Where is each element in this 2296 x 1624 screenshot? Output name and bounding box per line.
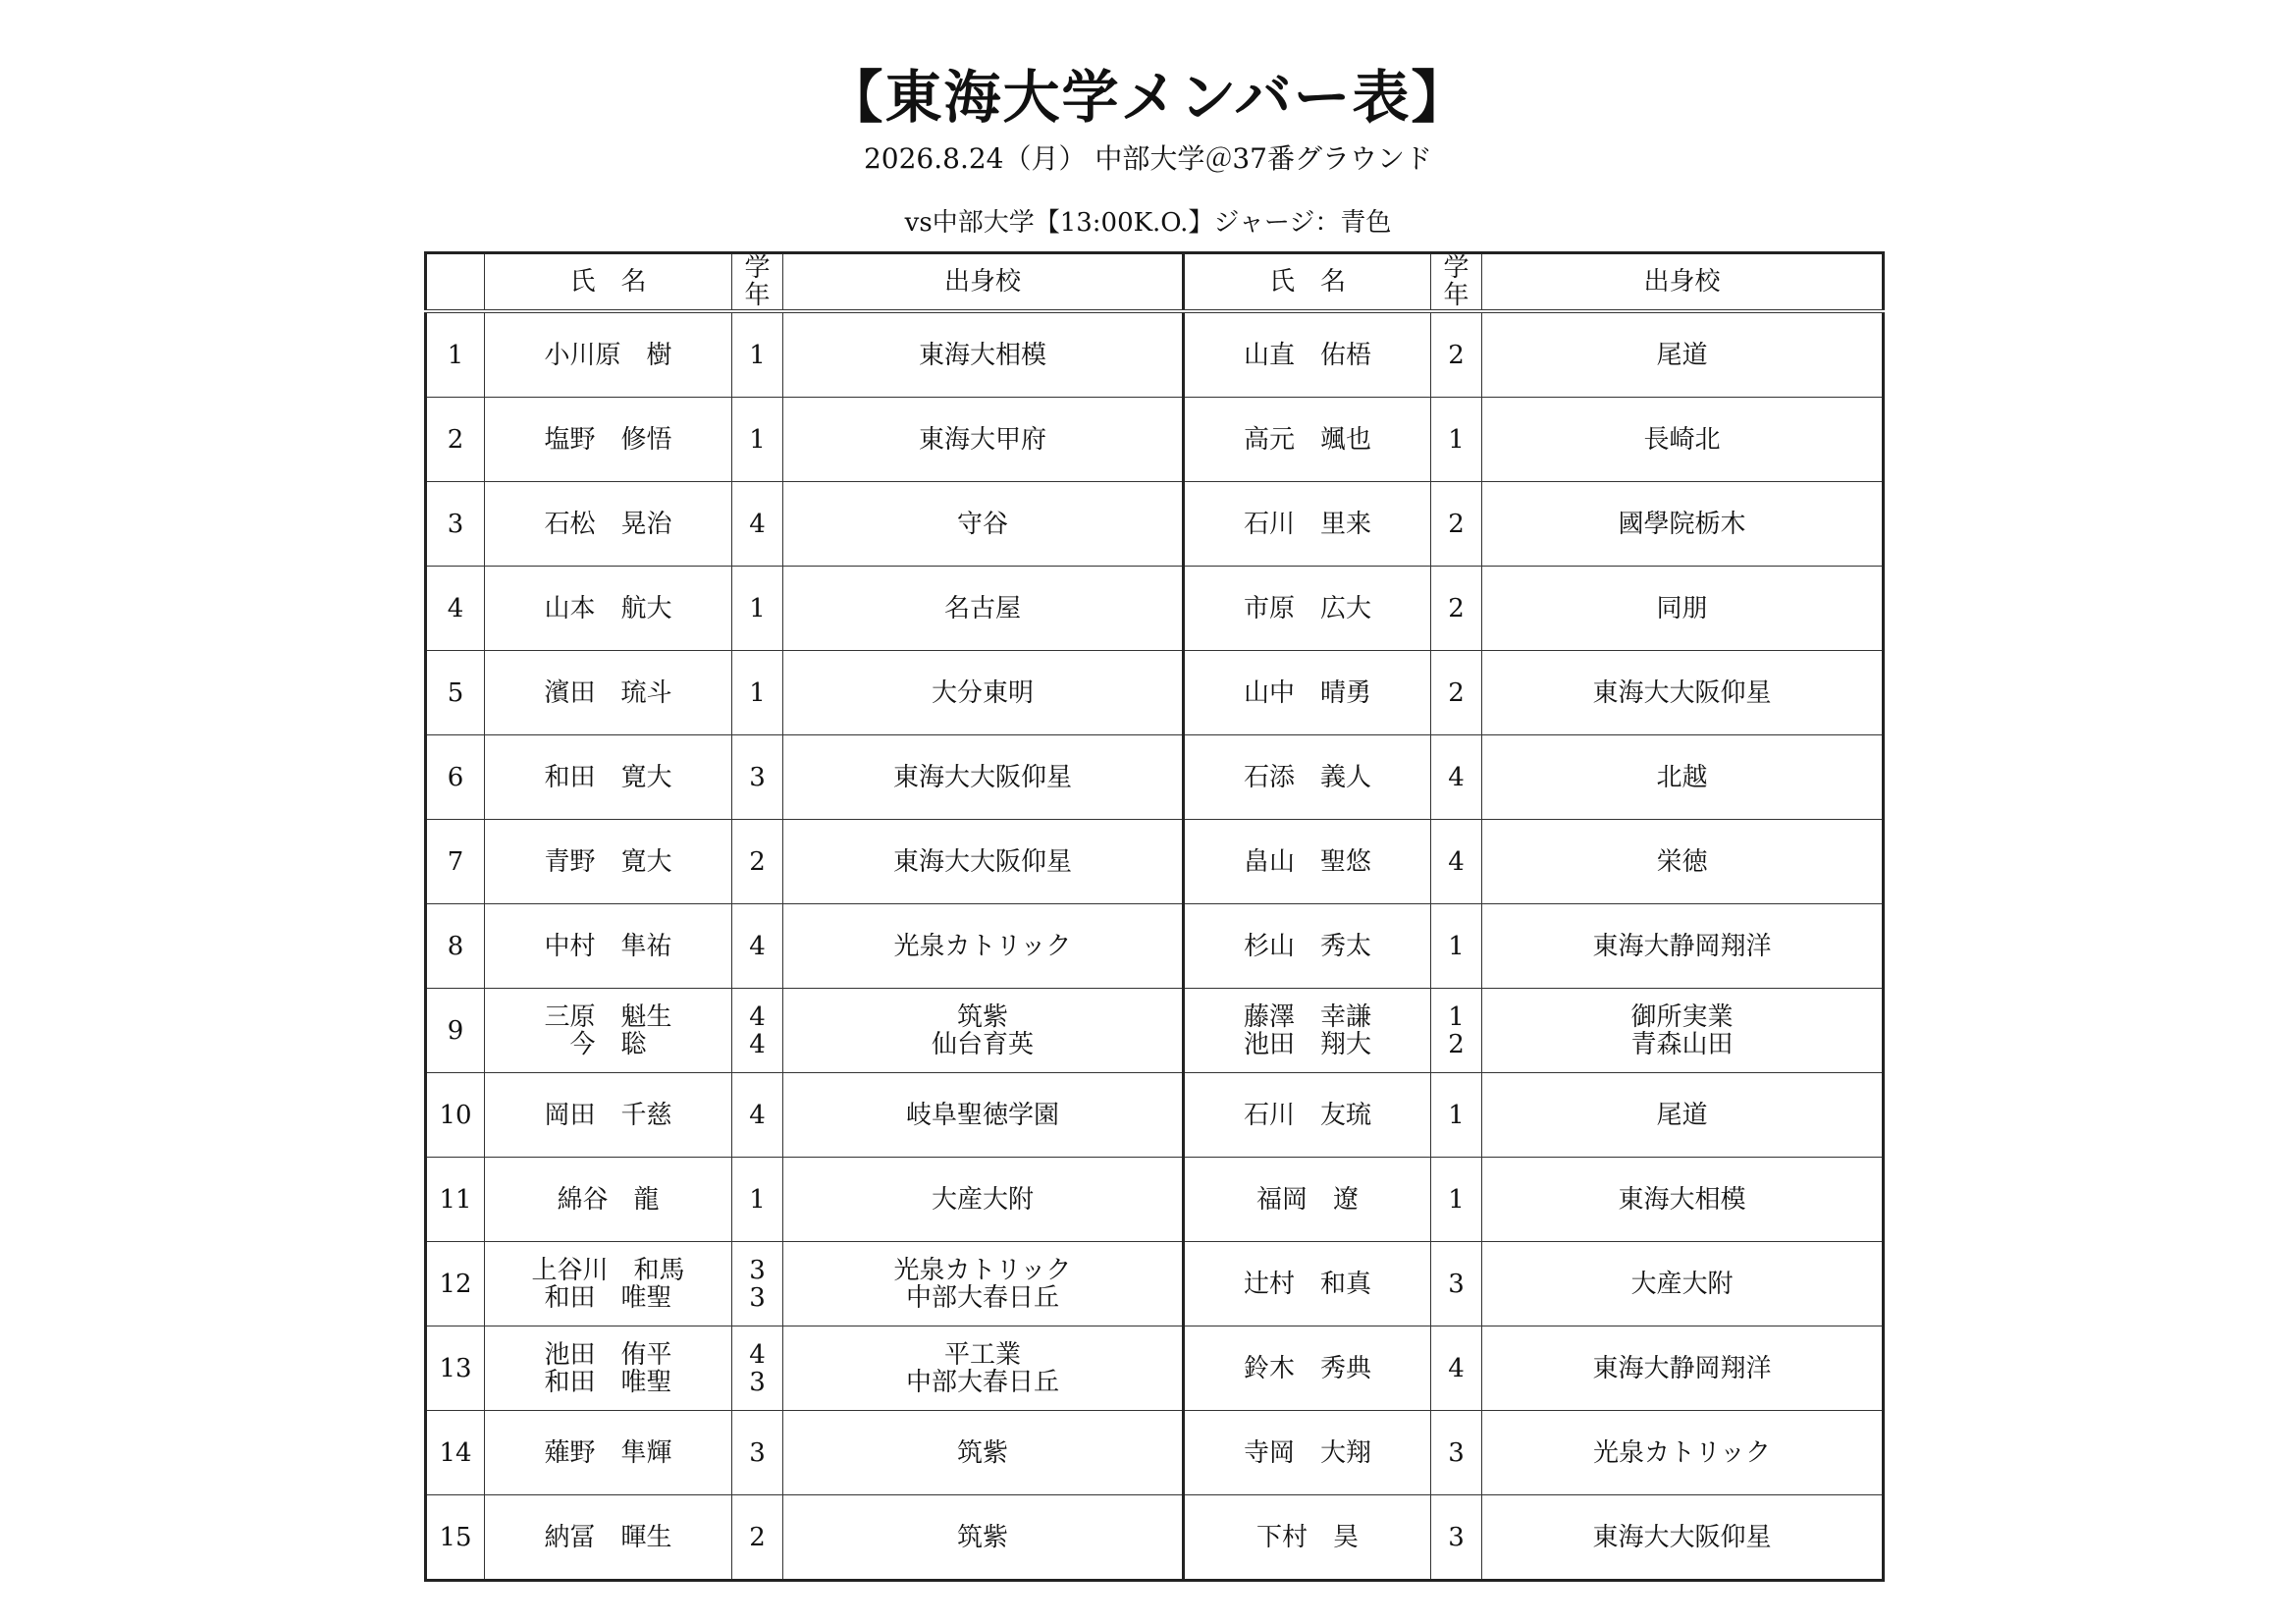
- row-number: 15: [426, 1495, 485, 1581]
- row-number: 8: [426, 904, 485, 989]
- player-name: 寺岡 大翔: [1243, 1437, 1371, 1468]
- player-school: 中部大春日丘: [905, 1282, 1059, 1313]
- player-name: 石川 友琉: [1243, 1100, 1371, 1130]
- player-name-cell-right: [1184, 398, 1431, 482]
- player-school-cell-left: [783, 735, 1184, 820]
- player-grade: 4: [749, 1029, 766, 1059]
- player-school-cell-left: [783, 482, 1184, 567]
- player-school-cell-right: [1482, 1495, 1884, 1581]
- player-school-cell-left: [783, 904, 1184, 989]
- player-school: 栄徳: [1656, 846, 1708, 877]
- player-school: 東海大静岡翔洋: [1592, 931, 1772, 961]
- player-name: 山直 佑梧: [1243, 340, 1371, 370]
- player-school: 筑紫: [956, 1001, 1008, 1032]
- player-grade: 4: [1448, 846, 1465, 877]
- table-row: [426, 1326, 1884, 1411]
- player-grade-cell-left: [732, 311, 783, 398]
- player-school-cell-right: [1482, 735, 1884, 820]
- player-grade-cell-left: [732, 1326, 783, 1411]
- player-school: 岐阜聖徳学園: [905, 1100, 1059, 1130]
- player-name-cell-left: [485, 904, 732, 989]
- player-grade: 4: [749, 1100, 766, 1130]
- player-school-cell-right: [1482, 398, 1884, 482]
- player-grade: 2: [1448, 509, 1465, 539]
- player-name: 和田 寛大: [544, 762, 672, 792]
- player-name-cell-right: [1184, 1242, 1431, 1326]
- player-school: 筑紫: [956, 1522, 1008, 1552]
- player-grade: 1: [749, 677, 766, 708]
- player-name-cell-right: [1184, 1326, 1431, 1411]
- player-name-cell-left: [485, 1411, 732, 1495]
- player-grade-cell-right: [1431, 989, 1482, 1073]
- table-row: [426, 820, 1884, 904]
- player-school: 東海大大阪仰星: [892, 762, 1072, 792]
- player-school: 筑紫: [956, 1437, 1008, 1468]
- player-school: 尾道: [1656, 1100, 1708, 1130]
- player-name: 和田 唯聖: [544, 1282, 672, 1313]
- player-school-cell-right: [1482, 904, 1884, 989]
- player-name-cell-left: [485, 398, 732, 482]
- player-grade: 3: [749, 1282, 766, 1313]
- player-school: 平工業: [943, 1339, 1021, 1370]
- player-grade-cell-left: [732, 651, 783, 735]
- player-school-cell-right: [1482, 482, 1884, 567]
- member-table: [424, 251, 1885, 1582]
- player-name-cell-right: [1184, 651, 1431, 735]
- player-grade: 2: [1448, 340, 1465, 370]
- player-school: 大分東明: [931, 677, 1034, 708]
- player-grade: 4: [1448, 762, 1465, 792]
- player-school: 東海大大阪仰星: [1592, 677, 1772, 708]
- player-name-cell-right: [1184, 989, 1431, 1073]
- player-grade: 1: [749, 593, 766, 623]
- player-grade: 3: [749, 1367, 766, 1397]
- table-row: [426, 1495, 1884, 1581]
- header-grade-right: 学年: [1431, 253, 1482, 312]
- player-name-cell-right: [1184, 820, 1431, 904]
- player-name: 山本 航大: [544, 593, 672, 623]
- player-school-cell-right: [1482, 311, 1884, 398]
- header-name-right: 氏 名: [1184, 253, 1431, 312]
- header-name-left: 氏 名: [485, 253, 732, 312]
- player-school: 御所実業: [1630, 1001, 1734, 1032]
- player-name: 辻村 和真: [1243, 1269, 1371, 1299]
- player-school-cell-right: [1482, 1158, 1884, 1242]
- player-name: 上谷川 和馬: [531, 1255, 685, 1285]
- player-name: 高元 颯也: [1243, 424, 1371, 455]
- row-number: 2: [426, 398, 485, 482]
- player-grade-cell-right: [1431, 735, 1482, 820]
- player-grade-cell-right: [1431, 1242, 1482, 1326]
- table-row: [426, 1242, 1884, 1326]
- player-grade-cell-right: [1431, 398, 1482, 482]
- header-school-right: 出身校: [1482, 253, 1884, 312]
- player-name: 池田 翔大: [1243, 1029, 1371, 1059]
- player-school: 守谷: [956, 509, 1008, 539]
- player-name: 石川 里来: [1243, 509, 1371, 539]
- header-number: [426, 253, 485, 312]
- player-school-cell-left: [783, 1073, 1184, 1158]
- player-name-cell-right: [1184, 1158, 1431, 1242]
- player-school-cell-left: [783, 1158, 1184, 1242]
- player-school-cell-left: [783, 567, 1184, 651]
- player-school-cell-right: [1482, 651, 1884, 735]
- player-school-cell-right: [1482, 989, 1884, 1073]
- player-name-cell-left: [485, 735, 732, 820]
- player-name: 藤澤 幸謙: [1243, 1001, 1371, 1032]
- player-name-cell-left: [485, 1073, 732, 1158]
- player-school: 東海大相模: [918, 340, 1046, 370]
- table-row: [426, 989, 1884, 1073]
- player-name-cell-right: [1184, 904, 1431, 989]
- player-name: 薙野 隼輝: [544, 1437, 672, 1468]
- player-grade: 1: [749, 1184, 766, 1215]
- player-name-cell-right: [1184, 311, 1431, 398]
- player-name: 今 聡: [569, 1029, 647, 1059]
- player-school-cell-right: [1482, 1242, 1884, 1326]
- player-school: 北越: [1656, 762, 1708, 792]
- player-school: 中部大春日丘: [905, 1367, 1059, 1397]
- player-school-cell-right: [1482, 1411, 1884, 1495]
- player-name: 石松 晃治: [544, 509, 672, 539]
- player-grade-cell-right: [1431, 1158, 1482, 1242]
- player-grade-cell-right: [1431, 482, 1482, 567]
- player-grade-cell-right: [1431, 567, 1482, 651]
- table-row: [426, 398, 1884, 482]
- player-school-cell-right: [1482, 1326, 1884, 1411]
- player-grade-cell-right: [1431, 1495, 1482, 1581]
- player-grade-cell-right: [1431, 311, 1482, 398]
- player-name-cell-right: [1184, 482, 1431, 567]
- player-grade: 3: [1448, 1269, 1465, 1299]
- player-school: 名古屋: [943, 593, 1021, 623]
- player-name-cell-left: [485, 567, 732, 651]
- player-grade-cell-right: [1431, 904, 1482, 989]
- player-school: 國學院栃木: [1618, 509, 1746, 539]
- player-school: 東海大相模: [1618, 1184, 1746, 1215]
- table-row: [426, 651, 1884, 735]
- player-school: 大産大附: [931, 1184, 1034, 1215]
- player-grade-cell-right: [1431, 651, 1482, 735]
- player-school-cell-left: [783, 1495, 1184, 1581]
- row-number: 5: [426, 651, 485, 735]
- player-name-cell-left: [485, 482, 732, 567]
- player-grade-cell-left: [732, 1411, 783, 1495]
- player-grade: 3: [749, 1437, 766, 1468]
- player-grade: 1: [1448, 1001, 1465, 1032]
- player-name: 山中 晴勇: [1243, 677, 1371, 708]
- player-school: 光泉カトリック: [1593, 1437, 1771, 1468]
- player-name-cell-left: [485, 651, 732, 735]
- player-grade: 3: [749, 762, 766, 792]
- player-grade: 2: [749, 1522, 766, 1552]
- player-school-cell-left: [783, 398, 1184, 482]
- table-row: [426, 1073, 1884, 1158]
- player-name: 下村 昊: [1255, 1522, 1359, 1552]
- document-title: 【東海大学メンバー表】: [826, 64, 1470, 131]
- player-school-cell-right: [1482, 1073, 1884, 1158]
- player-school-cell-left: [783, 311, 1184, 398]
- player-grade: 1: [1448, 1100, 1465, 1130]
- player-grade: 4: [749, 931, 766, 961]
- player-grade: 4: [749, 509, 766, 539]
- player-name: 畠山 聖悠: [1243, 846, 1371, 877]
- row-number: 10: [426, 1073, 485, 1158]
- player-grade-cell-right: [1431, 1326, 1482, 1411]
- player-grade-cell-left: [732, 398, 783, 482]
- player-school: 東海大甲府: [918, 424, 1046, 455]
- player-name-cell-left: [485, 311, 732, 398]
- header-grade-left: 学年: [732, 253, 783, 312]
- player-grade: 2: [1448, 593, 1465, 623]
- row-number: 11: [426, 1158, 485, 1242]
- row-number: 1: [426, 311, 485, 398]
- row-number: 14: [426, 1411, 485, 1495]
- match-date-venue: 2026.8.24（月） 中部大学＠37番グラウンド: [863, 142, 1433, 175]
- player-school-cell-left: [783, 1326, 1184, 1411]
- player-grade: 3: [1448, 1437, 1465, 1468]
- player-grade: 4: [1448, 1353, 1465, 1383]
- player-school-cell-left: [783, 651, 1184, 735]
- player-school: 東海大静岡翔洋: [1592, 1353, 1772, 1383]
- player-name-cell-left: [485, 989, 732, 1073]
- player-grade: 3: [1448, 1522, 1465, 1552]
- player-name-cell-left: [485, 1158, 732, 1242]
- player-grade-cell-right: [1431, 1073, 1482, 1158]
- player-name-cell-left: [485, 1326, 732, 1411]
- player-grade-cell-left: [732, 482, 783, 567]
- player-name-cell-left: [485, 820, 732, 904]
- player-grade: 1: [1448, 931, 1465, 961]
- header-school-left: 出身校: [783, 253, 1184, 312]
- player-name: 福岡 遼: [1255, 1184, 1359, 1215]
- table-row: [426, 482, 1884, 567]
- player-school: 仙台育英: [931, 1029, 1034, 1059]
- player-grade-cell-right: [1431, 820, 1482, 904]
- player-school: 光泉カトリック: [893, 1255, 1072, 1285]
- player-grade-cell-left: [732, 1242, 783, 1326]
- player-grade: 1: [749, 340, 766, 370]
- player-grade: 4: [749, 1339, 766, 1370]
- row-number: 13: [426, 1326, 485, 1411]
- row-number: 3: [426, 482, 485, 567]
- player-grade-cell-left: [732, 904, 783, 989]
- player-name-cell-left: [485, 1242, 732, 1326]
- table-row: [426, 311, 1884, 398]
- player-school: 光泉カトリック: [893, 931, 1072, 961]
- table-body: [426, 311, 1884, 1581]
- player-school-cell-right: [1482, 567, 1884, 651]
- player-grade: 4: [749, 1001, 766, 1032]
- player-grade-cell-left: [732, 989, 783, 1073]
- player-school: 尾道: [1656, 340, 1708, 370]
- player-name-cell-right: [1184, 1495, 1431, 1581]
- table-row: [426, 904, 1884, 989]
- player-name-cell-right: [1184, 1411, 1431, 1495]
- player-school: 東海大大阪仰星: [892, 846, 1072, 877]
- player-school-cell-left: [783, 989, 1184, 1073]
- player-school-cell-left: [783, 820, 1184, 904]
- row-number: 7: [426, 820, 485, 904]
- player-name: 中村 隼祐: [544, 931, 672, 961]
- player-name: 市原 広大: [1243, 593, 1371, 623]
- player-name: 小川原 樹: [544, 340, 672, 370]
- row-number: 9: [426, 989, 485, 1073]
- player-name-cell-right: [1184, 735, 1431, 820]
- player-grade-cell-left: [732, 1073, 783, 1158]
- player-name-cell-right: [1184, 567, 1431, 651]
- player-grade-cell-right: [1431, 1411, 1482, 1495]
- player-grade: 2: [1448, 1029, 1465, 1059]
- player-school-cell-left: [783, 1242, 1184, 1326]
- player-school: 同朋: [1656, 593, 1708, 623]
- match-details: vs中部大学【13:00K.O.】ジャージ：青色: [904, 208, 1392, 238]
- table-row: [426, 735, 1884, 820]
- player-name: 石添 義人: [1243, 762, 1371, 792]
- player-name: 鈴木 秀典: [1243, 1353, 1371, 1383]
- player-name: 和田 唯聖: [544, 1367, 672, 1397]
- table-header-row: [426, 253, 1884, 312]
- player-name: 杉山 秀太: [1243, 931, 1371, 961]
- player-grade-cell-left: [732, 1158, 783, 1242]
- table-row: [426, 1411, 1884, 1495]
- player-grade: 2: [1448, 677, 1465, 708]
- player-school: 長崎北: [1643, 424, 1721, 455]
- player-grade: 3: [749, 1255, 766, 1285]
- player-grade-cell-left: [732, 735, 783, 820]
- player-grade: 1: [1448, 424, 1465, 455]
- player-grade-cell-left: [732, 1495, 783, 1581]
- player-name: 三原 魁生: [544, 1001, 672, 1032]
- player-grade: 2: [749, 846, 766, 877]
- player-name: 池田 侑平: [544, 1339, 672, 1370]
- player-grade-cell-left: [732, 567, 783, 651]
- player-grade: 1: [749, 424, 766, 455]
- player-school-cell-left: [783, 1411, 1184, 1495]
- player-name-cell-right: [1184, 1073, 1431, 1158]
- player-name: 納冨 暉生: [544, 1522, 672, 1552]
- player-name-cell-left: [485, 1495, 732, 1581]
- player-grade-cell-left: [732, 820, 783, 904]
- player-name: 濱田 琉斗: [544, 677, 672, 708]
- table-row: [426, 1158, 1884, 1242]
- row-number: 6: [426, 735, 485, 820]
- player-grade: 1: [1448, 1184, 1465, 1215]
- player-name: 青野 寛大: [544, 846, 672, 877]
- player-name: 塩野 修悟: [544, 424, 672, 455]
- player-name: 岡田 千慈: [544, 1100, 672, 1130]
- row-number: 4: [426, 567, 485, 651]
- row-number: 12: [426, 1242, 485, 1326]
- player-name: 綿谷 龍: [557, 1184, 660, 1215]
- player-school-cell-right: [1482, 820, 1884, 904]
- player-school: 大産大附: [1630, 1269, 1734, 1299]
- player-school: 東海大大阪仰星: [1592, 1522, 1772, 1552]
- table-row: [426, 567, 1884, 651]
- player-school: 青森山田: [1630, 1029, 1734, 1059]
